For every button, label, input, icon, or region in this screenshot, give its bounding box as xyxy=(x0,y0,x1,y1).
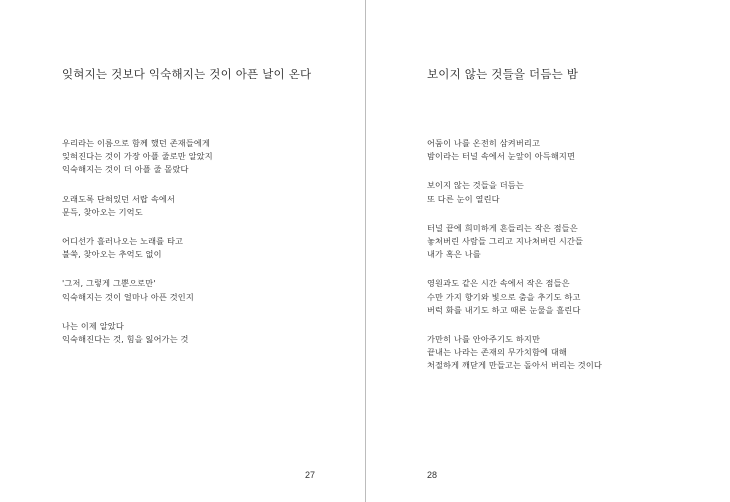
stanza xyxy=(62,277,213,303)
stanza xyxy=(62,320,213,346)
poem-line: 밤이라는 터널 속에서 눈앞이 아득해지면 xyxy=(427,151,576,162)
poem-line: 또 다른 눈이 열린다 xyxy=(427,193,500,204)
poem-line: 처절하게 깨닫게 만들고는 돌아서 버리는 것이다 xyxy=(427,360,602,371)
poem-line: 우리라는 이름으로 함께 했던 존재들에게 xyxy=(62,138,211,148)
poem-line: 오래도록 단혀있던 서랍 속에서 xyxy=(62,193,176,204)
poem-line: 어디선가 흘러나오는 노래를 타고 xyxy=(62,236,184,247)
poem-line: 불쑥, 찾아오는 추억도 없이 xyxy=(62,249,162,260)
poem-line: 영원과도 같은 시간 속에서 작은 점들은 xyxy=(427,278,570,289)
poem-line: '그저, 그렇게 그뿐으로만' xyxy=(62,278,156,289)
stanza xyxy=(427,179,602,205)
poem-line: 잊혀진다는 것이 가장 아플 줄로만 알았지 xyxy=(62,151,213,162)
poem-title: 잊혀지는 것보다 익숙해지는 것이 아픈 날이 온다 xyxy=(62,67,312,81)
poem-line: 가만히 나를 안아주기도 하지만 xyxy=(427,334,541,345)
stanza xyxy=(427,277,602,317)
poem-line: 끝내는 나라는 존재의 무가치함에 대해 xyxy=(427,347,567,358)
poem-line: 보이지 않는 것들을 더듬는 xyxy=(427,180,524,191)
stanza xyxy=(62,137,213,177)
stanza xyxy=(427,333,602,373)
poem-line: 내가 혹은 나를 xyxy=(427,249,481,260)
poem-line: 익숙해지는 것이 얼마나 아픈 것인지 xyxy=(62,291,194,302)
poem-line: 익숙해지는 것이 더 아플 줄 몰랐다 xyxy=(62,164,189,175)
poem-line: 문득, 찾아오는 기억도 xyxy=(62,206,143,217)
stanza xyxy=(62,235,213,261)
stanza xyxy=(427,222,602,262)
poem-line: 익숙해진다는 것, 힘을 잃어가는 것 xyxy=(62,334,189,345)
right-page xyxy=(366,0,730,502)
poem-line: 어둠이 나를 온전히 삼켜버리고 xyxy=(427,138,541,148)
stanza xyxy=(427,137,602,163)
poem-title: 보이지 않는 것들을 더듬는 밤 xyxy=(427,67,579,81)
poem-line: 나는 이제 알았다 xyxy=(62,320,124,331)
poem-line: 놓쳐버린 사람들 그리고 지나쳐버린 시간들 xyxy=(427,236,584,247)
poem-line: 수만 가지 향기와 빛으로 춤을 추기도 하고 xyxy=(427,291,581,302)
poem-line: 버럭 화를 내기도 하고 때론 눈물을 흘린다 xyxy=(427,304,581,315)
poem-line: 터널 끝에 희미하게 흔들리는 작은 점들은 xyxy=(427,222,578,233)
poem-body xyxy=(427,137,602,389)
poem-body xyxy=(62,137,213,362)
page-number: 27 xyxy=(305,470,316,480)
stanza xyxy=(62,193,213,219)
page-number: 28 xyxy=(427,470,438,480)
